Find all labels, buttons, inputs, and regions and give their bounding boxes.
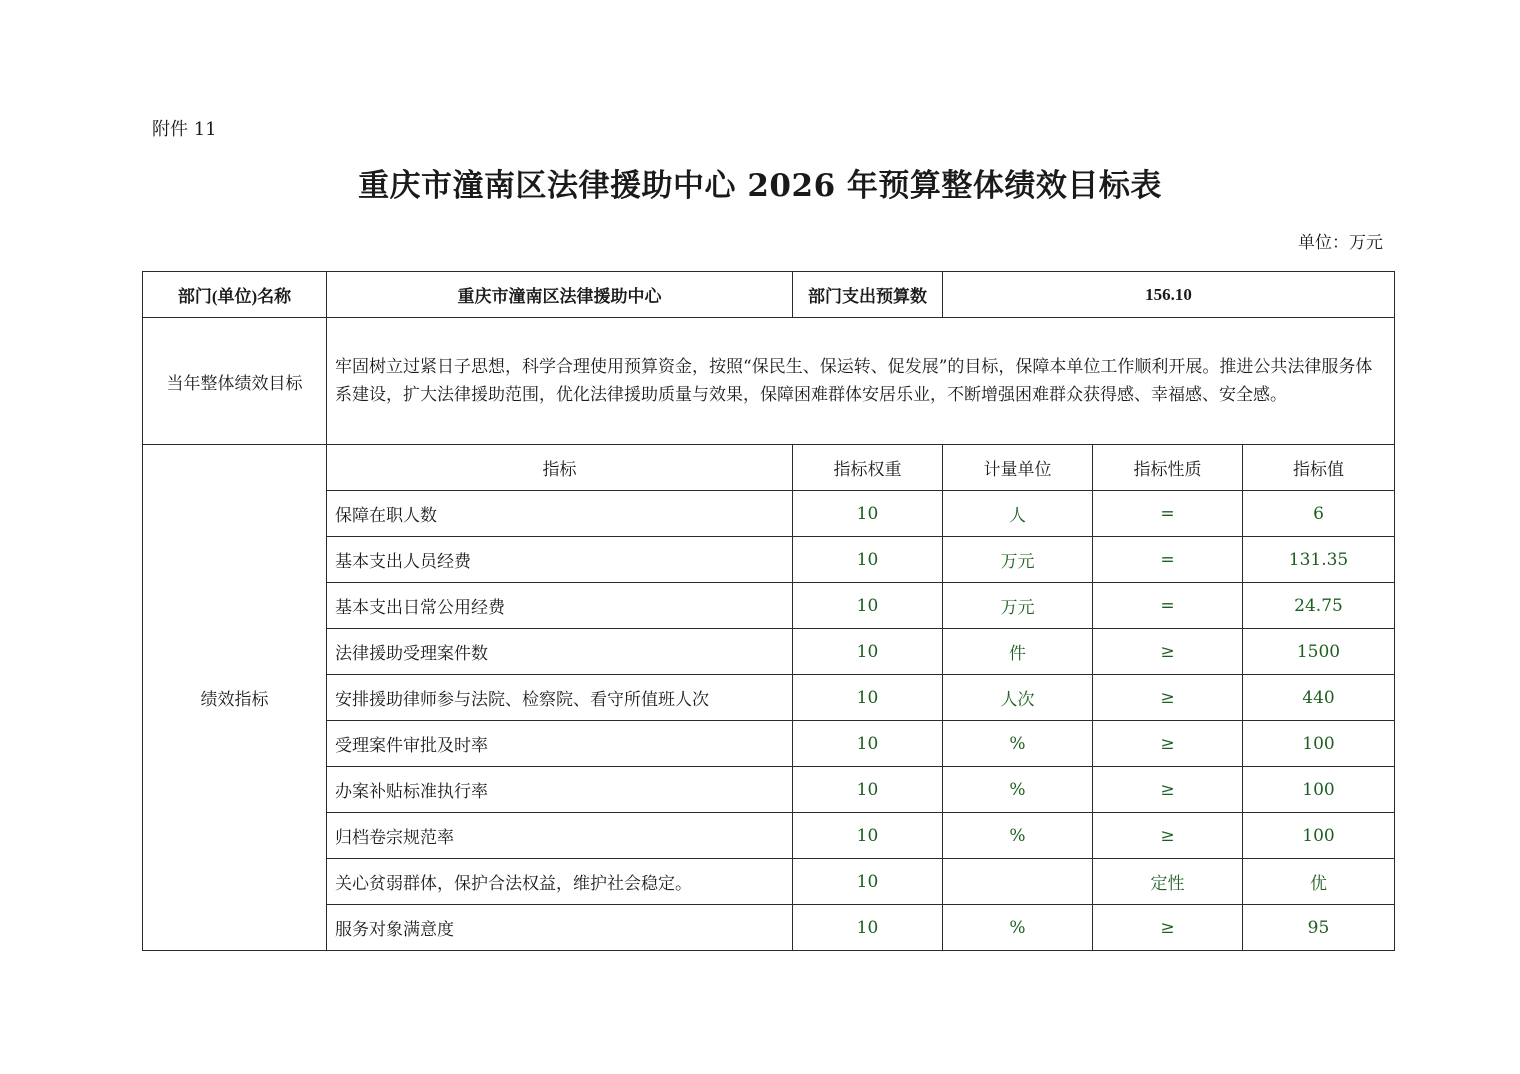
unit-label: 单位：万元	[1298, 233, 1383, 253]
dept-name-label: 部门(单位)名称	[143, 272, 327, 318]
indicator-weight: 10	[793, 767, 943, 813]
goal-label: 当年整体绩效目标	[143, 318, 327, 445]
indicator-weight: 10	[793, 859, 943, 905]
indicator-nature: =	[1093, 537, 1243, 583]
column-header-value: 指标值	[1243, 445, 1395, 491]
attachment-label: 附件 11	[152, 119, 217, 140]
indicator-row	[143, 537, 1395, 583]
indicator-nature: =	[1093, 491, 1243, 537]
indicator-name: 安排援助律师参与法院、检察院、看守所值班人次	[327, 675, 793, 721]
indicator-nature: =	[1093, 583, 1243, 629]
indicator-weight: 10	[793, 491, 943, 537]
indicator-weight: 10	[793, 675, 943, 721]
indicator-nature: ≥	[1093, 629, 1243, 675]
indicator-value: 6	[1243, 491, 1395, 537]
indicator-unit: 人	[943, 491, 1093, 537]
indicator-weight: 10	[793, 583, 943, 629]
column-header-nature: 指标性质	[1093, 445, 1243, 491]
indicator-name: 归档卷宗规范率	[327, 813, 793, 859]
indicator-name: 法律援助受理案件数	[327, 629, 793, 675]
indicator-unit: 万元	[943, 537, 1093, 583]
indicator-weight: 10	[793, 721, 943, 767]
indicator-row	[143, 813, 1395, 859]
indicator-unit: %	[943, 767, 1093, 813]
performance-indicators-label: 绩效指标	[143, 445, 327, 951]
column-header-indicator: 指标	[327, 445, 793, 491]
indicator-column-header-row	[143, 445, 1395, 491]
dept-name-value: 重庆市潼南区法律援助中心	[327, 272, 793, 318]
budget-value: 156.10	[943, 272, 1395, 318]
indicator-row	[143, 675, 1395, 721]
indicator-row	[143, 583, 1395, 629]
indicator-weight: 10	[793, 629, 943, 675]
indicator-row	[143, 491, 1395, 537]
indicator-nature: ≥	[1093, 675, 1243, 721]
budget-label: 部门支出预算数	[793, 272, 943, 318]
indicator-value: 131.35	[1243, 537, 1395, 583]
indicator-value: 100	[1243, 767, 1395, 813]
indicator-unit: 万元	[943, 583, 1093, 629]
page-title: 重庆市潼南区法律援助中心 2026 年预算整体绩效目标表	[358, 168, 1162, 204]
goal-row	[143, 318, 1395, 445]
header-row	[143, 272, 1395, 318]
indicator-unit: %	[943, 721, 1093, 767]
indicator-name: 关心贫弱群体，保护合法权益，维护社会稳定。	[327, 859, 793, 905]
indicator-value: 95	[1243, 905, 1395, 951]
indicator-value: 优	[1243, 859, 1395, 905]
indicator-value: 100	[1243, 721, 1395, 767]
indicator-unit: 件	[943, 629, 1093, 675]
indicator-row	[143, 905, 1395, 951]
goal-text: 牢固树立过紧日子思想，科学合理使用预算资金，按照“保民生、保运转、促发展”的目标，保障本单位工作顺利开展。推进公共法律服务体系建设，扩大法律援助范围，优化法律援助质量与效果，保障困难群体安居乐业，不断增强困难群众获得感、幸福感、安全感。	[327, 318, 1395, 445]
indicator-nature: ≥	[1093, 813, 1243, 859]
indicator-nature: ≥	[1093, 721, 1243, 767]
indicator-nature: ≥	[1093, 905, 1243, 951]
indicator-name: 服务对象满意度	[327, 905, 793, 951]
indicator-value: 100	[1243, 813, 1395, 859]
performance-target-table	[142, 271, 1395, 951]
column-header-unit: 计量单位	[943, 445, 1093, 491]
indicator-weight: 10	[793, 537, 943, 583]
indicator-row	[143, 721, 1395, 767]
indicator-weight: 10	[793, 813, 943, 859]
indicator-name: 办案补贴标准执行率	[327, 767, 793, 813]
indicator-nature: ≥	[1093, 767, 1243, 813]
indicator-name: 基本支出日常公用经费	[327, 583, 793, 629]
indicator-value: 24.75	[1243, 583, 1395, 629]
indicator-unit	[943, 859, 1093, 905]
indicator-name: 受理案件审批及时率	[327, 721, 793, 767]
indicator-unit: 人次	[943, 675, 1093, 721]
indicator-name: 基本支出人员经费	[327, 537, 793, 583]
indicator-value: 1500	[1243, 629, 1395, 675]
indicator-row	[143, 859, 1395, 905]
indicator-unit: %	[943, 905, 1093, 951]
column-header-weight: 指标权重	[793, 445, 943, 491]
indicator-name: 保障在职人数	[327, 491, 793, 537]
indicator-weight: 10	[793, 905, 943, 951]
indicator-row	[143, 767, 1395, 813]
indicator-value: 440	[1243, 675, 1395, 721]
indicator-row	[143, 629, 1395, 675]
indicator-nature: 定性	[1093, 859, 1243, 905]
indicator-unit: %	[943, 813, 1093, 859]
